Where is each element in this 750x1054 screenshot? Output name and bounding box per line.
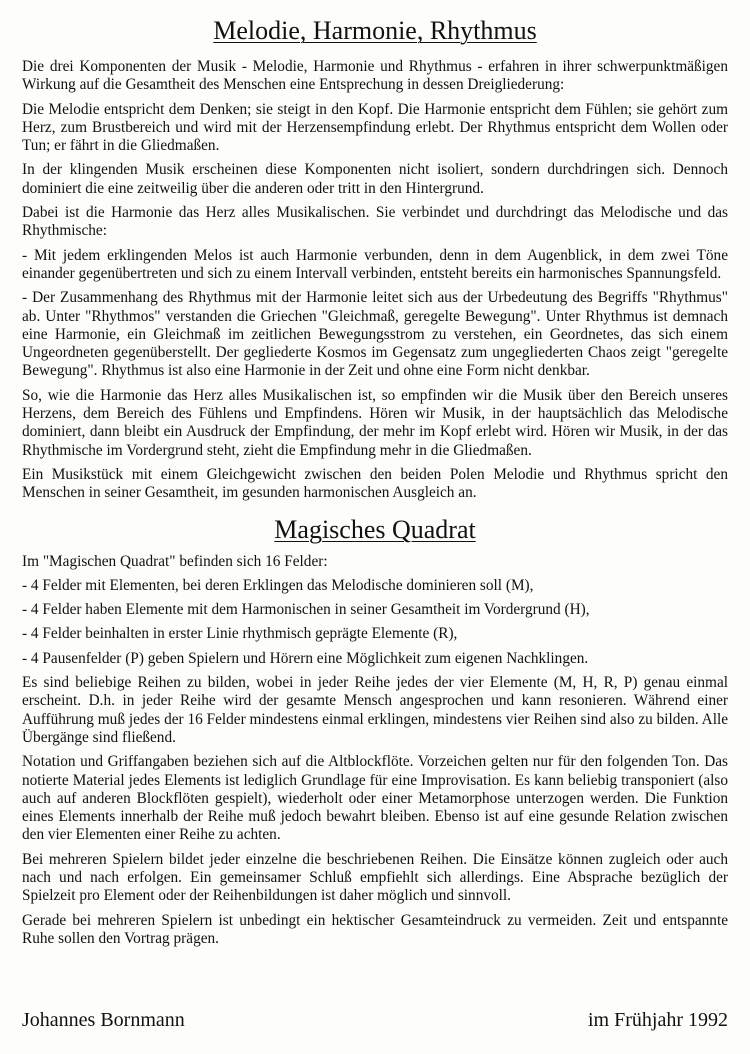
list-item: - 4 Pausenfelder (P) geben Spielern und Hörern eine Möglichkeit zum eigenen Nachklingen.: [22, 649, 589, 667]
paragraph: Ein Musikstück mit einem Gleichgewicht zwischen den beiden Polen Melodie und Rhythmus spricht den Menschen in seiner Gesamtheit, im gesunden harmonischen Ausgleich an.: [22, 465, 728, 502]
section-title-melodie: Melodie, Harmonie, Rhythmus: [213, 16, 537, 45]
paragraph: Die Melodie entspricht dem Denken; sie steigt in den Kopf. Die Harmonie entspricht dem Fühlen; sie gehört zum Herz, zum Brustbereich und wird mit der Herzensempfindung erlebt. Der Rhythmus entspricht dem Wollen oder Tun; er fährt in die Gliedmaßen.: [22, 100, 728, 155]
list-item: - 4 Felder mit Elementen, bei deren Erklingen das Melodische dominieren soll (M),: [22, 576, 534, 594]
author-name: Johannes Bornmann: [22, 1009, 185, 1031]
list-item: - 4 Felder haben Elemente mit dem Harmonischen in seiner Gesamtheit im Vordergrund (H),: [22, 601, 590, 619]
paragraph: So, wie die Harmonie das Herz alles Musikalischen ist, so empfinden wir die Musik über den Bereich unseres Herzens, dem Bereich des Fühlens und Empfindens. Hören wir Musik, in der hauptsächlich das Melodische dominiert, dann bleibt ein Ausdruck der Empfindung, der mehr im Kopf erlebt wird. Hören wir Musik, in der das Rhythmische im Vordergrund steht, zieht die Empfindung mehr in die Gliedmaßen.: [22, 386, 728, 459]
paragraph: Die drei Komponenten der Musik - Melodie, Harmonie und Rhythmus - erfahren in ihrer schwerpunktmäßigen Wirkung auf die Gesamtheit des Menschen eine Entsprechung in dessen Dreigliederung:: [22, 58, 728, 94]
paragraph: Im "Magischen Quadrat" befinden sich 16 Felder:: [22, 552, 328, 570]
paragraph: Dabei ist die Harmonie das Herz alles Musikalischen. Sie verbindet und durchdringt das Melodische und das Rhythmische:: [22, 204, 728, 240]
paragraph: - Der Zusammenhang des Rhythmus mit der Harmonie leitet sich aus der Urbedeutung des Begriffs "Rhythmus" ab. Unter "Rhythmos" verstanden die Griechen "Gleichmaß, geregelte Bewegung". Unter Rhythmus ist demnach eine Harmonie, ein Gleichmaß im zeitlichen Bewegungsstrom zu verstehen, ein Geordnetes, das sich einem Ungeordneten gegenüberstellt. Der gegliederte Kosmos im Gegensatz zum ungegliederten Chaos zeigt "geregelte Bewegung". Rhythmus ist also eine Harmonie in der Zeit und ohne eine Form nicht denkbar.: [22, 289, 728, 380]
paragraph: - Mit jedem erklingenden Melos ist auch Harmonie verbunden, denn in dem Augenblick, in dem zwei Töne einander gegenübertreten und sich zu einem Intervall verbinden, entsteht bereits ein harmonisches Spannungsfeld.: [22, 246, 728, 282]
paragraph: Gerade bei mehreren Spielern ist unbedingt ein hektischer Gesamteindruck zu vermeiden. Zeit und entspannte Ruhe sollen den Vortrag prägen.: [22, 911, 728, 947]
paragraph: In der klingenden Musik erscheinen diese Komponenten nicht isoliert, sondern durchdringen sich. Dennoch dominiert die eine zeitweilig über die anderen oder tritt in den Hintergrund.: [22, 161, 728, 197]
section-title-magisches-quadrat: Magisches Quadrat: [274, 514, 476, 544]
paragraph: Es sind beliebige Reihen zu bilden, wobei in jeder Reihe jedes der vier Elemente (M, H, R, P) genau einmal erscheint. D.h. in jeder Reihe wird der gesamte Mensch angesprochen und kann resonieren. Während einer Aufführung muß jedes der 16 Felder mindestens einmal erklingen, mindestens vier Reihen sind also zu bilden. Alle Übergänge sind fließend.: [22, 674, 728, 746]
date-text: im Frühjahr 1992: [588, 1009, 728, 1031]
list-item: - 4 Felder beinhalten in erster Linie rhythmisch geprägte Elemente (R),: [22, 625, 458, 643]
paragraph: Bei mehreren Spielern bildet jeder einzelne die beschriebenen Reihen. Die Einsätze können zugleich oder auch nach und nach erfolgen. Ein gemeinsamer Schluß empfiehlt sich allerdings. Eine Absprache bezüglich der Spielzeit pro Element oder der Reihenbildungen ist daher möglich und sinnvoll.: [22, 850, 728, 905]
paragraph: Notation und Griffangaben beziehen sich auf die Altblockflöte. Vorzeichen gelten nur für den folgenden Ton. Das notierte Material jedes Elements ist lediglich Grundlage für eine Improvisation. Es kann beliebig transponiert (also auch auf anderen Blockflöten gespielt), wiederholt oder einer Metamorphose unterzogen werden. Die Funktion eines Elements innerhalb der Reihe muß jedoch bewahrt bleiben. Ebenso ist auf eine gesunde Relation zwischen den vier Elementen einer Reihe zu achten.: [22, 753, 728, 844]
signature-line: [22, 1007, 728, 1033]
